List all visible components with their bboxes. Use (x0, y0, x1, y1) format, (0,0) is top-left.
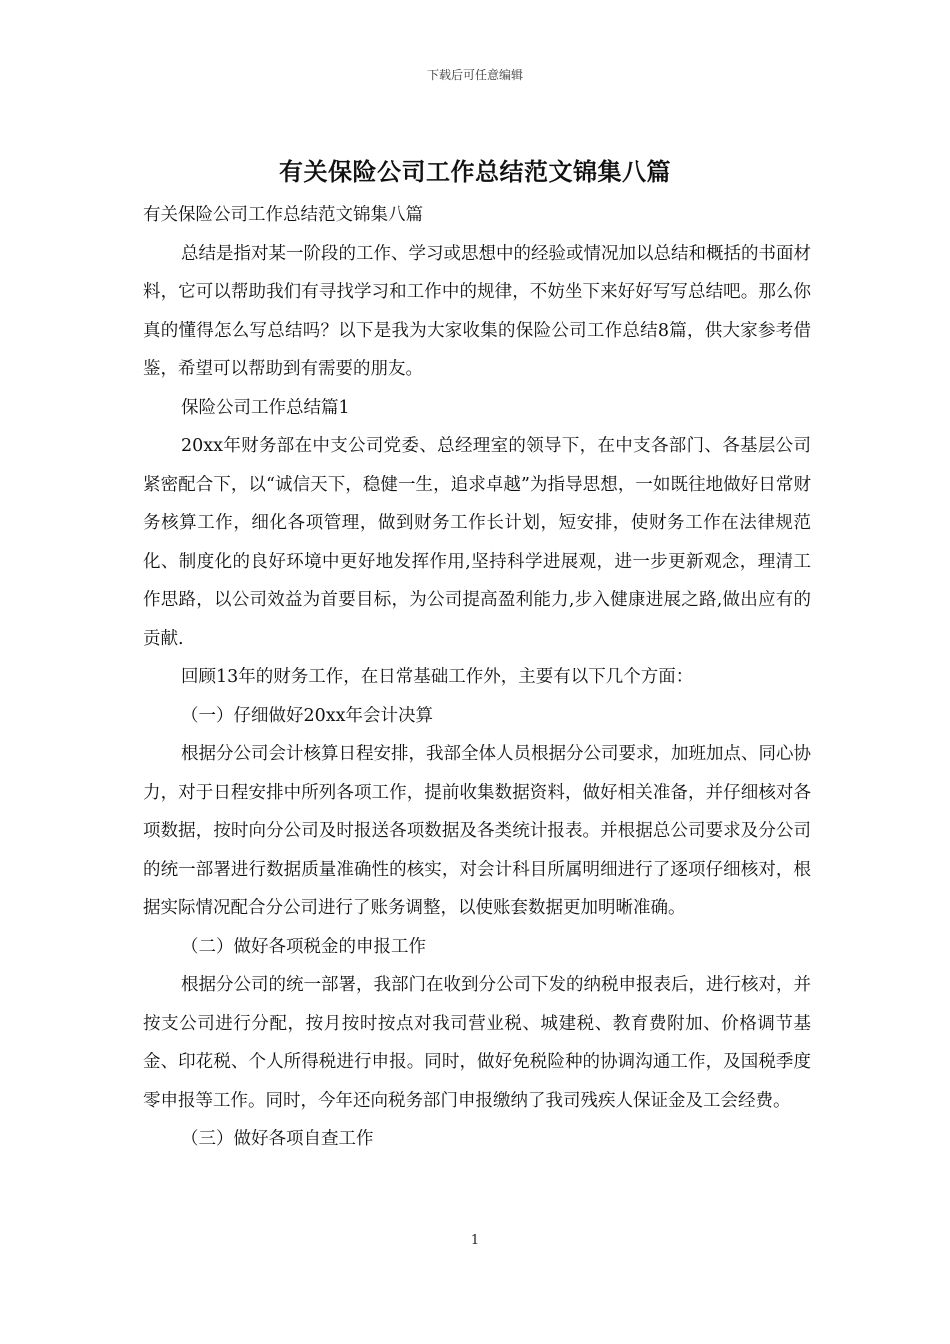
body-paragraph: 20xx年财务部在中支公司党委、总经理室的领导下，在中支各部门、各基层公司紧密配合下，以“诚信天下，稳健一生，追求卓越”为指导思想，一如既往地做好日常财务核算工作，细化各项管理，做到财务工作长计划，短安排，使财务工作在法律规范化、制度化的良好环境中更好地发挥作用,坚持科学进展观，进一步更新观念，理清工作思路，以公司效益为首要目标，为公司提高盈利能力,步入健康进展之路,做出应有的贡献. (143, 436, 811, 649)
page-header-note: 下载后可任意编辑 (426, 68, 523, 82)
body-paragraph: 根据分公司会计核算日程安排，我部全体人员根据分公司要求，加班加点、同心协力，对于日程安排中所列各项工作，提前收集数据资料，做好相关准备，并仔细核对各项数据，按时向分公司及时报送各项数据及各类统计报表。并根据总公司要求及分公司的统一部署进行数据质量准确性的核实，对会计科目所属明细进行了逐项仔细核对，根据实际情况配合分公司进行了账务调整，以使账套数据更加明晰准确。 (143, 744, 811, 918)
document-subtitle: 有关保险公司工作总结范文锦集八篇 (143, 205, 423, 225)
document-title: 有关保险公司工作总结范文锦集八篇 (279, 157, 671, 186)
body-paragraph: 回顾13年的财务工作，在日常基础工作外，主要有以下几个方面： (181, 667, 694, 687)
subsection-heading: （二）做好各项税金的申报工作 (181, 936, 426, 957)
intro-paragraph: 总结是指对某一阶段的工作、学习或思想中的经验或情况加以总结和概括的书面材料，它可以帮助我们有寻找学习和工作中的规律，不妨坐下来好好写写总结吧。那么你真的懂得怎么写总结吗？以下是我为大家收集的保险公司工作总结8篇，供大家参考借鉴，希望可以帮助到有需要的朋友。 (143, 243, 811, 379)
body-paragraph: 根据分公司的统一部署，我部门在收到分公司下发的纳税申报表后，进行核对，并按支公司进行分配，按月按时按点对我司营业税、城建税、教育费附加、价格调节基金、印花税、个人所得税进行申报。同时，做好免税险种的协调沟通工作，及国税季度零申报等工作。同时，今年还向税务部门申报缴纳了我司残疾人保证金及工会经费。 (143, 975, 811, 1111)
section-heading-part-1: 保险公司工作总结篇1 (181, 397, 350, 418)
page-number: 1 (470, 1233, 480, 1248)
subsection-heading: （三）做好各项自查工作 (181, 1129, 374, 1149)
document-body (143, 196, 811, 1159)
subsection-heading: （一）仔细做好20xx年会计决算 (181, 705, 434, 726)
